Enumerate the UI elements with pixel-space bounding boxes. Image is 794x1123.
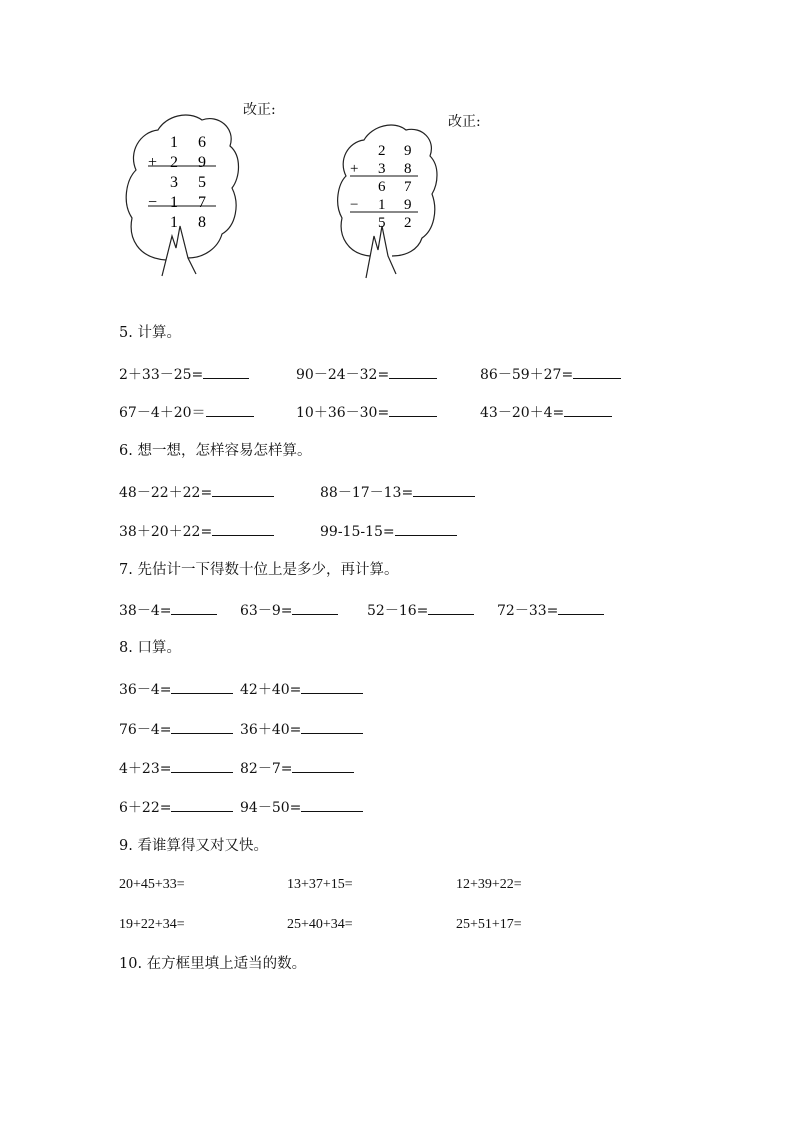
digit: 5	[198, 174, 206, 191]
answer-blank[interactable]	[292, 758, 354, 773]
digit: 9	[404, 143, 412, 159]
digit: 9	[198, 154, 206, 171]
tree-illustration-2	[332, 118, 442, 283]
q6-item-2: 88－17－13=	[320, 482, 475, 502]
q5-item-1: 2＋33－25=	[119, 364, 249, 384]
answer-blank[interactable]	[389, 402, 437, 417]
q7-item-2: 63－9=	[240, 600, 338, 620]
answer-blank[interactable]	[206, 402, 254, 417]
q9-item-2: 13+37+15=	[287, 877, 353, 892]
answer-blank[interactable]	[171, 679, 233, 694]
answer-blank[interactable]	[413, 482, 475, 497]
answer-blank[interactable]	[389, 364, 437, 379]
q8-item-4: 36＋40=	[240, 719, 363, 739]
answer-blank[interactable]	[171, 797, 233, 812]
operator-sign: −	[350, 197, 359, 213]
correction-label-1: 改正:	[243, 102, 276, 118]
q5-item-5: 10＋36－30=	[296, 402, 437, 422]
answer-blank[interactable]	[564, 402, 612, 417]
question-8-title: 8. 口算。	[119, 640, 181, 656]
answer-blank[interactable]	[573, 364, 621, 379]
answer-blank[interactable]	[212, 521, 274, 536]
q6-item-3: 38＋20＋22=	[119, 521, 274, 541]
answer-blank[interactable]	[171, 719, 233, 734]
answer-blank[interactable]	[203, 364, 249, 379]
digit: 2	[378, 143, 386, 159]
q8-item-8: 94－50=	[240, 797, 363, 817]
answer-blank[interactable]	[171, 600, 217, 615]
q9-item-1: 20+45+33=	[119, 877, 185, 892]
operator-sign: −	[148, 194, 158, 211]
q9-item-3: 12+39+22=	[456, 877, 522, 892]
digit: 1	[170, 134, 178, 151]
q8-item-7: 6＋22=	[119, 797, 233, 817]
question-6-title: 6. 想一想，怎样容易怎样算。	[119, 443, 312, 459]
digit: 6	[198, 134, 206, 151]
digit: 3	[378, 161, 386, 177]
operator-sign: +	[350, 161, 359, 177]
question-5-title: 5. 计算。	[119, 325, 181, 341]
digit: 1	[170, 214, 178, 231]
q5-item-4: 67－4＋20＝	[119, 402, 254, 422]
answer-blank[interactable]	[212, 482, 274, 497]
q9-item-6: 25+51+17=	[456, 917, 522, 932]
digit: 8	[404, 161, 412, 177]
q5-item-2: 90－24－32=	[296, 364, 437, 384]
digit: 6	[378, 179, 386, 195]
digit: 8	[198, 214, 206, 231]
question-9-title: 9. 看谁算得又对又快。	[119, 838, 268, 854]
digit: 1	[170, 194, 178, 211]
question-7-title: 7. 先估计一下得数十位上是多少，再计算。	[119, 562, 399, 578]
q5-item-3: 86－59＋27=	[480, 364, 621, 384]
q8-item-3: 76－4=	[119, 719, 233, 739]
q9-item-5: 25+40+34=	[287, 917, 353, 932]
answer-blank[interactable]	[428, 600, 474, 615]
digit: 3	[170, 174, 178, 191]
q8-item-1: 36－4=	[119, 679, 233, 699]
answer-blank[interactable]	[171, 758, 233, 773]
digit: 7	[404, 179, 412, 195]
answer-blank[interactable]	[301, 679, 363, 694]
answer-blank[interactable]	[395, 521, 457, 536]
digit: 2	[404, 215, 412, 231]
digit: 2	[170, 154, 178, 171]
answer-blank[interactable]	[558, 600, 604, 615]
correction-label-2: 改正:	[448, 114, 481, 130]
q9-item-4: 19+22+34=	[119, 917, 185, 932]
q5-item-6: 43－20＋4=	[480, 402, 612, 422]
operator-sign: +	[148, 154, 158, 171]
q8-item-5: 4＋23=	[119, 758, 233, 778]
answer-blank[interactable]	[301, 797, 363, 812]
q7-item-3: 52－16=	[367, 600, 474, 620]
q8-item-2: 42＋40=	[240, 679, 363, 699]
q6-item-4: 99-15-15=	[320, 521, 457, 541]
q7-item-4: 72－33=	[497, 600, 604, 620]
digit: 5	[378, 215, 386, 231]
q6-item-1: 48－22＋22=	[119, 482, 274, 502]
digit: 7	[198, 194, 206, 211]
digit: 1	[378, 197, 386, 213]
q7-item-1: 38－4=	[119, 600, 217, 620]
question-10-title: 10. 在方框里填上适当的数。	[119, 956, 307, 972]
tree-illustration-1	[118, 108, 246, 283]
digit: 9	[404, 197, 412, 213]
answer-blank[interactable]	[301, 719, 363, 734]
q8-item-6: 82－7=	[240, 758, 354, 778]
answer-blank[interactable]	[292, 600, 338, 615]
